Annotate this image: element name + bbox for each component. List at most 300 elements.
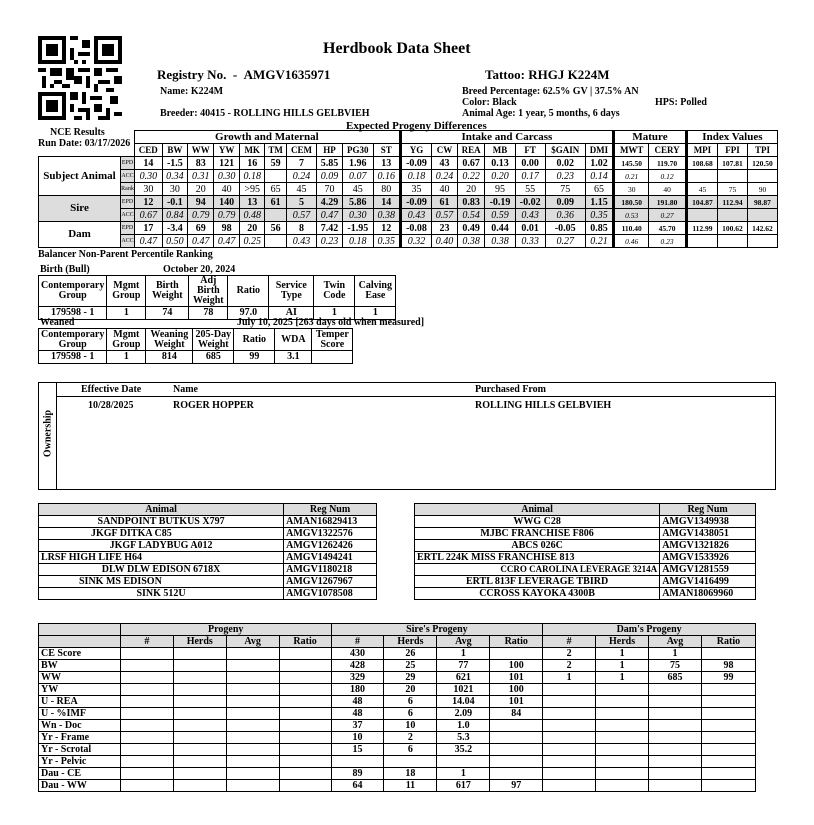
progeny-row-label: Yr - Scrotal [39, 744, 121, 756]
progeny-value [701, 720, 755, 732]
progeny-value: 48 [331, 708, 384, 720]
weaned-header: Temper Score [312, 329, 353, 351]
epd-value: 45 [342, 183, 373, 196]
epd-col-header: HP [317, 144, 343, 157]
epd-col-header: MK [239, 144, 265, 157]
progeny-value: 37 [331, 720, 384, 732]
progeny-value [701, 744, 755, 756]
progeny-value: 75 [649, 660, 702, 672]
epd-value [747, 235, 777, 248]
table-row [39, 552, 377, 564]
epd-value: 5.85 [317, 157, 343, 170]
epd-value: 0.33 [515, 235, 545, 248]
epd-value: 90 [747, 183, 777, 196]
progeny-value [596, 684, 649, 696]
table-row [39, 540, 377, 552]
progeny-value [226, 648, 279, 660]
epd-value: 0.21 [614, 170, 649, 183]
epd-value: 140 [214, 196, 240, 209]
progeny-value: 617 [437, 780, 490, 792]
epd-value: 45 [286, 183, 316, 196]
weaned-header: 205-Day Weight [193, 329, 234, 351]
progeny-value: 428 [331, 660, 384, 672]
progeny-row-label: U - REA [39, 696, 121, 708]
progeny-value [120, 768, 173, 780]
progeny-value [279, 732, 331, 744]
epd-value: 5.86 [342, 196, 373, 209]
epd-value: 0.23 [649, 235, 687, 248]
progeny-value [701, 756, 755, 768]
table-row [39, 576, 377, 588]
birth-header: Ratio [228, 276, 269, 307]
birth-value: 179598 - 1 [39, 307, 107, 320]
owner-name: ROGER HOPPER [173, 400, 254, 411]
epd-value: 112.99 [686, 222, 717, 235]
epd-value: 0.36 [545, 209, 585, 222]
epd-value: 145.50 [614, 157, 649, 170]
progeny-value: 20 [384, 684, 437, 696]
pedigree-animal: MJBC FRANCHISE F806 [415, 528, 660, 540]
progeny-value: 1 [543, 672, 596, 684]
progeny-value: 48 [331, 696, 384, 708]
epd-value: 1.96 [342, 157, 373, 170]
progeny-value [226, 768, 279, 780]
epd-value: 98.87 [747, 196, 777, 209]
progeny-value [226, 708, 279, 720]
progeny-value: 10 [331, 732, 384, 744]
epd-value: 0.12 [649, 170, 687, 183]
progeny-value [173, 768, 226, 780]
epd-value: 56 [265, 222, 286, 235]
epd-col-header: $GAIN [545, 144, 585, 157]
epd-value: 0.50 [162, 235, 188, 248]
epd-value [686, 209, 717, 222]
weaned-table [38, 328, 353, 364]
epd-value: 0.18 [239, 170, 265, 183]
animal-name: Name: K224M [160, 86, 224, 97]
epd-value: 180.50 [614, 196, 649, 209]
progeny-value [596, 780, 649, 792]
birth-date: October 20, 2024 [163, 264, 236, 275]
table-row [39, 720, 756, 732]
pedigree-reg-header: Reg Num [284, 504, 377, 516]
pedigree-animal: CCROSS KAYOKA 4300B [415, 588, 660, 600]
epd-value: 0.20 [485, 170, 515, 183]
epd-value: 100.62 [718, 222, 748, 235]
table-row [415, 576, 756, 588]
epd-col-header: MWT [614, 144, 649, 157]
weaned-header: Ratio [234, 329, 275, 351]
epd-col-header: TM [265, 144, 286, 157]
epd-value [747, 209, 777, 222]
birth-table [38, 275, 396, 320]
birth-label: Birth (Bull) [40, 264, 90, 275]
progeny-value [279, 768, 331, 780]
epd-value: 0.23 [317, 235, 343, 248]
progeny-subheader: # [120, 636, 173, 648]
epd-col-header: REA [457, 144, 485, 157]
progeny-value [173, 780, 226, 792]
epd-value: 0.01 [515, 222, 545, 235]
epd-value: 0.18 [342, 235, 373, 248]
table-row [415, 528, 756, 540]
epd-value: 112.94 [718, 196, 748, 209]
epd-value: 0.09 [317, 170, 343, 183]
epd-value: 0.09 [545, 196, 585, 209]
registry-number: AMGV1635971 [243, 67, 331, 82]
epd-value: 40 [214, 183, 240, 196]
birth-value: 78 [189, 307, 228, 320]
epd-value: 0.30 [135, 170, 163, 183]
run-date: Run Date: 03/17/2026 [38, 138, 131, 149]
progeny-value [701, 696, 755, 708]
table-row [39, 780, 756, 792]
birth-header: Mgmt Group [107, 276, 146, 307]
epd-col-header: PG30 [342, 144, 373, 157]
nce-label: NCE Results [50, 127, 105, 138]
progeny-value [279, 708, 331, 720]
epd-value: 1.15 [585, 196, 613, 209]
epd-table [38, 130, 778, 248]
progeny-value [701, 780, 755, 792]
epd-value: 16 [239, 157, 265, 170]
pedigree-reg-num: AMAN18069960 [660, 588, 756, 600]
epd-value: 69 [188, 222, 214, 235]
progeny-value [596, 744, 649, 756]
epd-value: 0.43 [400, 209, 432, 222]
tattoo: Tattoo: RHGJ K224M [485, 67, 610, 82]
progeny-value [279, 660, 331, 672]
progeny-value: 89 [331, 768, 384, 780]
breed-percentage: Breed Percentage: 62.5% GV | 37.5% AN [462, 86, 639, 97]
progeny-value [543, 756, 596, 768]
epd-value: 0.07 [342, 170, 373, 183]
progeny-subheader: Herds [596, 636, 649, 648]
epd-value: 13 [373, 157, 400, 170]
table-row [39, 660, 756, 672]
epd-value: 0.67 [457, 157, 485, 170]
pedigree-reg-num: AMGV1533926 [660, 552, 756, 564]
epd-col-header: TPI [747, 144, 777, 157]
progeny-value: 329 [331, 672, 384, 684]
epd-value: 0.85 [585, 222, 613, 235]
pedigree-table-left [38, 503, 377, 600]
weaned-header: Weaning Weight [146, 329, 193, 351]
epd-value: 30 [162, 183, 188, 196]
epd-value: 0.40 [432, 235, 458, 248]
progeny-value: 14.04 [437, 696, 490, 708]
progeny-value: 18 [384, 768, 437, 780]
progeny-value: 98 [701, 660, 755, 672]
epd-value: 0.79 [214, 209, 240, 222]
progeny-value: 97 [490, 780, 543, 792]
progeny-value: 84 [490, 708, 543, 720]
epd-value: 0.30 [342, 209, 373, 222]
weaned-value: 685 [193, 351, 234, 364]
breeder: Breeder: 40415 - ROLLING HILLS GELBVIEH [160, 108, 370, 119]
table-row [39, 516, 377, 528]
progeny-value [173, 660, 226, 672]
pedigree-animal: ERTL 813F LEVERAGE TBIRD [415, 576, 660, 588]
epd-value: 20 [457, 183, 485, 196]
progeny-value [701, 708, 755, 720]
table-row [39, 756, 756, 768]
progeny-value [226, 732, 279, 744]
progeny-value: 180 [331, 684, 384, 696]
progeny-value [490, 768, 543, 780]
table-row [39, 684, 756, 696]
row-type-label: EPD [121, 157, 135, 170]
progeny-value: 5.3 [437, 732, 490, 744]
table-row [39, 564, 377, 576]
epd-value: 0.47 [135, 235, 163, 248]
progeny-subheader: Herds [173, 636, 226, 648]
progeny-value [173, 756, 226, 768]
progeny-value: 1 [649, 648, 702, 660]
progeny-value: 1 [596, 648, 649, 660]
table-row [415, 516, 756, 528]
weaned-header: WDA [275, 329, 312, 351]
progeny-value: 685 [649, 672, 702, 684]
epd-col-header: ST [373, 144, 400, 157]
epd-value: 95 [485, 183, 515, 196]
epd-value: 107.81 [718, 157, 748, 170]
epd-col-header: FT [515, 144, 545, 157]
epd-value: 0.44 [485, 222, 515, 235]
epd-col-header: CEM [286, 144, 316, 157]
pedigree-reg-num: AMGV1416499 [660, 576, 756, 588]
pedigree-reg-num: AMGV1322576 [284, 528, 377, 540]
epd-value: 0.25 [239, 235, 265, 248]
progeny-value [173, 732, 226, 744]
pedigree-reg-num: AMGV1078508 [284, 588, 377, 600]
epd-value: 0.84 [162, 209, 188, 222]
color: Color: Black [462, 97, 517, 108]
progeny-value [596, 732, 649, 744]
row-type-label: ACC [121, 235, 135, 248]
progeny-value: 64 [331, 780, 384, 792]
progeny-value: 1021 [437, 684, 490, 696]
epd-value: -0.19 [485, 196, 515, 209]
pedigree-reg-num: AMGV1180218 [284, 564, 377, 576]
progeny-value [543, 768, 596, 780]
progeny-value: 11 [384, 780, 437, 792]
progeny-value [226, 684, 279, 696]
progeny-value: 1 [596, 660, 649, 672]
progeny-value [279, 672, 331, 684]
epd-value: 0.27 [649, 209, 687, 222]
epd-col-header: MB [485, 144, 515, 157]
growth-maternal-header: Growth and Maternal [135, 131, 401, 144]
epd-value: 0.43 [286, 235, 316, 248]
sire-progeny-header: Sire's Progeny [331, 624, 543, 636]
progeny-value: 29 [384, 672, 437, 684]
epd-value: 0.46 [614, 235, 649, 248]
epd-col-header: FPI [718, 144, 748, 157]
epd-heading: Expected Progeny Differences [346, 120, 487, 132]
epd-value: 17 [135, 222, 163, 235]
epd-value: 0.21 [585, 235, 613, 248]
pedigree-animal: JKGF DITKA C85 [39, 528, 284, 540]
epd-value: -0.09 [400, 157, 432, 170]
epd-value: 7.42 [317, 222, 343, 235]
epd-value: 70 [317, 183, 343, 196]
epd-value: 0.47 [188, 235, 214, 248]
progeny-group-header: Progeny [120, 624, 331, 636]
epd-value: 0.67 [135, 209, 163, 222]
pedigree-reg-num: AMGV1494241 [284, 552, 377, 564]
epd-value: 0.24 [432, 170, 458, 183]
hps: HPS: Polled [655, 97, 707, 108]
progeny-value [120, 648, 173, 660]
epd-value: 4.29 [317, 196, 343, 209]
epd-value: 191.80 [649, 196, 687, 209]
epd-value: 0.00 [515, 157, 545, 170]
epd-value: 121 [214, 157, 240, 170]
progeny-value [173, 720, 226, 732]
table-row [39, 528, 377, 540]
table-row [415, 552, 756, 564]
progeny-value [226, 660, 279, 672]
pedigree-reg-num: AMGV1267967 [284, 576, 377, 588]
epd-col-header: MPI [686, 144, 717, 157]
progeny-subheader: Avg [649, 636, 702, 648]
weaned-header: Contemporary Group [39, 329, 107, 351]
birth-value: AI [269, 307, 314, 320]
epd-value: 0.48 [239, 209, 265, 222]
birth-value: 74 [146, 307, 189, 320]
sire-label: Sire [39, 196, 121, 222]
epd-value: 0.59 [485, 209, 515, 222]
table-row [39, 648, 756, 660]
epd-value [686, 235, 717, 248]
epd-value: 0.57 [432, 209, 458, 222]
epd-value: -0.02 [515, 196, 545, 209]
progeny-row-label: Dau - CE [39, 768, 121, 780]
epd-value: 0.43 [515, 209, 545, 222]
subject-label: Subject Animal [39, 157, 121, 196]
epd-value: 12 [135, 196, 163, 209]
progeny-value [120, 780, 173, 792]
effective-date-header: Effective Date [81, 384, 142, 395]
epd-col-header: BW [162, 144, 188, 157]
epd-value: -0.1 [162, 196, 188, 209]
epd-value: 35 [400, 183, 432, 196]
progeny-value [596, 720, 649, 732]
progeny-value: 1 [596, 672, 649, 684]
progeny-value: 6 [384, 744, 437, 756]
progeny-row-label: U - %IMF [39, 708, 121, 720]
table-row [39, 696, 756, 708]
progeny-value [384, 756, 437, 768]
progeny-subheader: # [331, 636, 384, 648]
progeny-value: 2.09 [437, 708, 490, 720]
row-type-label: Rank [121, 183, 135, 196]
progeny-value: 6 [384, 696, 437, 708]
progeny-value [649, 768, 702, 780]
progeny-value [543, 684, 596, 696]
epd-value: 75 [545, 183, 585, 196]
epd-value: -1.5 [162, 157, 188, 170]
progeny-value [543, 696, 596, 708]
birth-value: 1 [314, 307, 355, 320]
progeny-value [649, 720, 702, 732]
subject-row [39, 170, 778, 183]
progeny-value [279, 780, 331, 792]
progeny-value [173, 708, 226, 720]
progeny-value [701, 732, 755, 744]
epd-value: 108.68 [686, 157, 717, 170]
epd-value: 0.38 [457, 235, 485, 248]
epd-value: 0.18 [400, 170, 432, 183]
epd-value: 40 [649, 183, 687, 196]
progeny-value: 25 [384, 660, 437, 672]
progeny-value [490, 720, 543, 732]
epd-value: 8 [286, 222, 316, 235]
progeny-value: 100 [490, 684, 543, 696]
birth-header: Calving Ease [355, 276, 396, 307]
progeny-value [490, 648, 543, 660]
epd-value: 0.31 [188, 170, 214, 183]
epd-col-header: DMI [585, 144, 613, 157]
progeny-row-label: CE Score [39, 648, 121, 660]
dam-progeny-header: Dam's Progeny [543, 624, 756, 636]
subject-row [39, 157, 778, 170]
epd-value: 0.57 [286, 209, 316, 222]
progeny-value [701, 768, 755, 780]
epd-value: 0.38 [485, 235, 515, 248]
progeny-value [120, 684, 173, 696]
pedigree-animal: DLW DLW EDISON 6718X [39, 564, 284, 576]
progeny-value: 100 [490, 660, 543, 672]
epd-value: 0.02 [545, 157, 585, 170]
progeny-value [279, 744, 331, 756]
weaned-label: Weaned [40, 317, 75, 328]
epd-value: 110.40 [614, 222, 649, 235]
epd-value: 0.83 [457, 196, 485, 209]
progeny-row-label: Wn - Doc [39, 720, 121, 732]
epd-value: 83 [188, 157, 214, 170]
progeny-value: 1 [437, 768, 490, 780]
progeny-value: 101 [490, 672, 543, 684]
progeny-value [120, 720, 173, 732]
progeny-value: 26 [384, 648, 437, 660]
epd-value: 20 [188, 183, 214, 196]
progeny-value [490, 732, 543, 744]
epd-value: 45.70 [649, 222, 687, 235]
epd-value: -0.09 [400, 196, 432, 209]
progeny-value [226, 696, 279, 708]
epd-value: 65 [585, 183, 613, 196]
progeny-value [490, 756, 543, 768]
progeny-value [226, 672, 279, 684]
epd-value [265, 170, 286, 183]
epd-col-header: YG [400, 144, 432, 157]
epd-value: 0.27 [545, 235, 585, 248]
progeny-table [38, 623, 756, 792]
epd-value: 98 [214, 222, 240, 235]
epd-value: 0.22 [457, 170, 485, 183]
progeny-value [226, 756, 279, 768]
epd-value: 0.24 [286, 170, 316, 183]
birth-header: Adj Birth Weight [189, 276, 228, 307]
progeny-subheader: Ratio [701, 636, 755, 648]
pedigree-animal: LRSF HIGH LIFE H64 [39, 552, 284, 564]
ownership-label: Ownership [42, 409, 54, 458]
progeny-row-label: Yr - Frame [39, 732, 121, 744]
progeny-value [649, 744, 702, 756]
pedigree-animal: CCRO CAROLINA LEVERAGE 3214A [415, 564, 660, 576]
